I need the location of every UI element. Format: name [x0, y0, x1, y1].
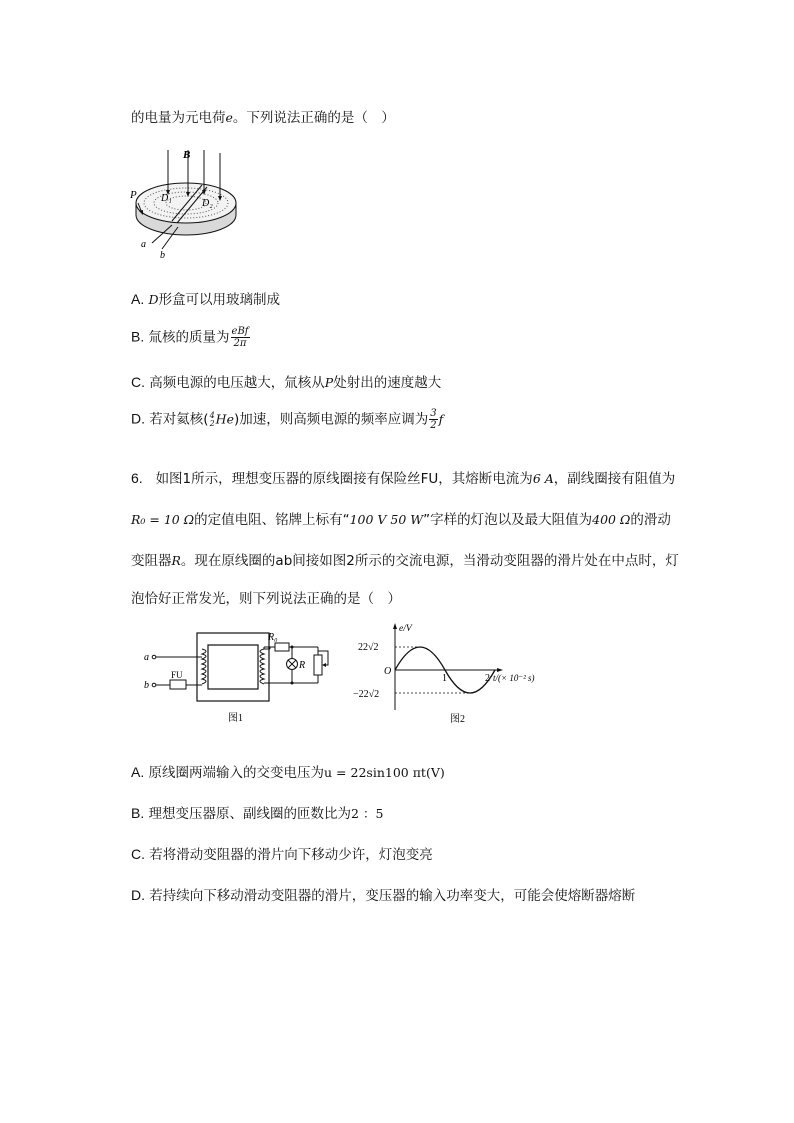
q5-option-b[interactable]: B. 氚核的质量为 $\frac{\text{eBf}}{2\pi}$: [131, 326, 249, 349]
label-B: B: [183, 149, 191, 161]
fig2-tick-1: 1: [442, 673, 447, 684]
label-D1: D₁: [161, 193, 172, 204]
q5-option-a[interactable]: A. D形盒可以用玻璃制成: [131, 291, 281, 308]
q6-option-d[interactable]: D. 若持续向下移动滑动变阻器的滑片，变压器的输入功率变大，可能会使熔断器熔断: [131, 887, 636, 904]
frequency-fraction: $\frac{3}{2}$: [430, 408, 437, 431]
fig2-origin: O: [384, 666, 392, 677]
label-D2: D₂: [202, 198, 213, 209]
label-P: P: [130, 189, 137, 201]
figure-1-circuit: [142, 627, 342, 727]
q6-line-2: R₀ = 10 Ω的定值电阻、铭牌上标有“100 V 50 W”字样的灯泡以及最大阻值为400 Ω的滑动: [131, 512, 671, 528]
q6-line-4: 泡恰好正常发光，则下列说法正确的是（ ）: [131, 591, 401, 607]
fig2-tick-2: 2: [485, 673, 490, 684]
fig1-label-r0: R₀: [268, 632, 278, 643]
fig1-label-a: a: [144, 652, 149, 663]
intro-line: 的电量为元电荷e。下列说法正确的是（ ）: [131, 110, 395, 126]
q6-line-1: 6. 如图1所示，理想变压器的原线圈接有保险丝FU，其熔断电流为6 A，副线圈接有阻值为: [131, 470, 676, 487]
fig1-label-fu: FU: [171, 670, 183, 680]
cyclotron-figure: [128, 145, 243, 260]
q6-line-3: 变阻器R。现在原线圈的ab间接如图2所示的交流电源，当滑动变阻器的滑片处在中点时，灯: [131, 553, 679, 569]
label-b: b: [160, 250, 165, 260]
fig2-ylabel: e/V: [399, 624, 412, 634]
q6-option-c[interactable]: C. 若将滑动变阻器的滑片向下移动少许，灯泡变亮: [131, 846, 433, 863]
fig1-caption: 图1: [228, 713, 243, 724]
q6-option-a[interactable]: A. 原线圈两端输入的交变电压为u = 22sin100 πt(V): [131, 764, 445, 781]
fig2-caption: 图2: [450, 714, 465, 725]
mass-fraction: $\frac{\text{eBf}}{2\pi}$: [231, 326, 249, 349]
label-a: a: [141, 239, 146, 250]
figure-2-waveform: [350, 620, 590, 730]
fig2-ymin: −22√2: [353, 689, 380, 700]
fig1-label-b: b: [144, 680, 149, 691]
fig2-xlabel: t/(× 10⁻² s): [493, 673, 535, 683]
fig1-label-r: R: [299, 660, 306, 671]
isotope-notation: 4 2: [209, 410, 215, 428]
q5-option-d[interactable]: D. 若对氦核( 4 2 He)加速，则高频电源的频率应调为 $\frac{3}{2}$ f: [131, 408, 444, 431]
q5-option-c[interactable]: C. 高频电源的电压越大，氚核从P处射出的速度越大: [131, 374, 442, 391]
fig2-ymax: 22√2: [358, 642, 379, 653]
q6-option-b[interactable]: B. 理想变压器原、副线圈的匝数比为2 ：5: [131, 805, 384, 822]
